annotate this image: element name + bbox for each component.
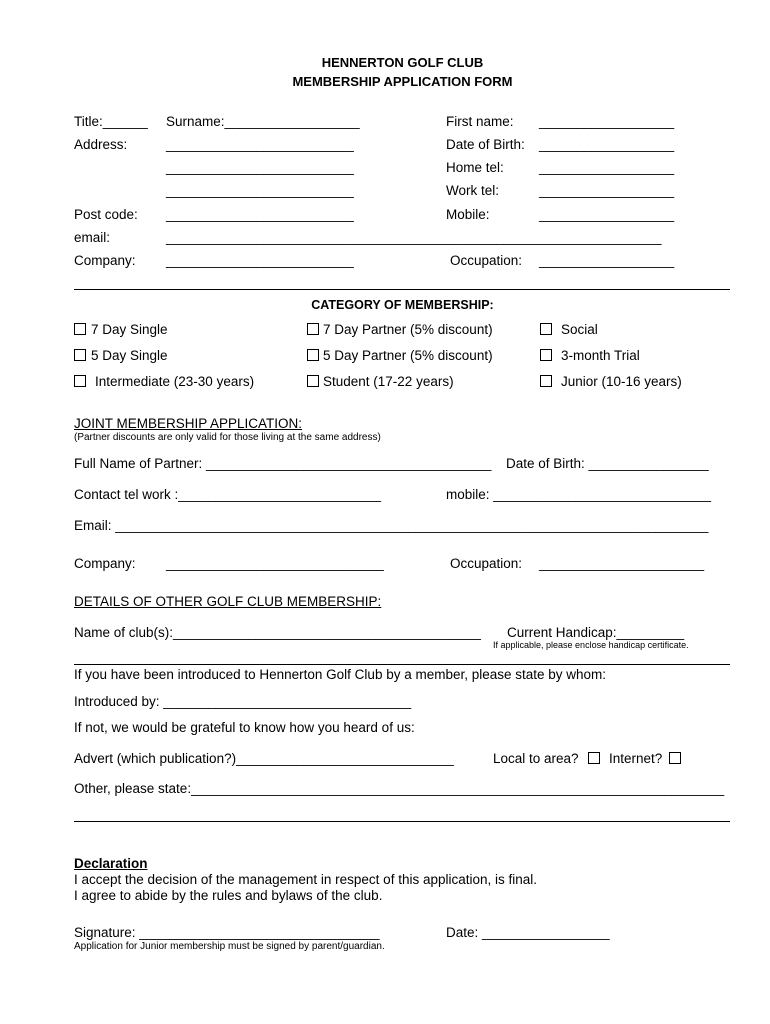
declaration-heading: Declaration bbox=[74, 856, 148, 871]
first-name-label: First name: bbox=[446, 114, 514, 129]
post-code-label: Post code: bbox=[74, 207, 138, 222]
address-label: Address: bbox=[74, 137, 128, 152]
declaration-line-2: I agree to abide by the rules and bylaws of the club. bbox=[74, 888, 383, 903]
partner-occupation-field[interactable]: ______________________ bbox=[539, 556, 705, 571]
current-handicap-field[interactable]: Current Handicap:_________ bbox=[507, 625, 685, 640]
occupation-field[interactable]: __________________ bbox=[539, 253, 675, 268]
company-label: Company: bbox=[74, 253, 136, 268]
signature-field[interactable]: Signature: ________________________________ bbox=[74, 925, 380, 940]
form-title-line2: MEMBERSHIP APPLICATION FORM bbox=[292, 74, 513, 89]
post-code-field[interactable]: _________________________ bbox=[166, 207, 354, 222]
other-source-extra-line[interactable] bbox=[74, 821, 730, 822]
email-field[interactable]: __________________________________________________________________ bbox=[166, 230, 662, 245]
partner-dob-field[interactable]: Date of Birth: ________________ bbox=[506, 456, 709, 471]
dob-label: Date of Birth: bbox=[446, 137, 525, 152]
dob-field[interactable]: __________________ bbox=[539, 137, 675, 152]
option-3-month-trial: 3-month Trial bbox=[561, 348, 640, 363]
checkbox-5-day-single[interactable] bbox=[74, 349, 86, 361]
option-5-day-partner: 5 Day Partner (5% discount) bbox=[323, 348, 493, 363]
option-5-day-single: 5 Day Single bbox=[91, 348, 168, 363]
other-source-field[interactable]: Other, please state:_______________________________________________________________________ bbox=[74, 781, 725, 796]
partner-email-field[interactable]: Email: _______________________________________________________________________________ bbox=[74, 518, 709, 533]
joint-membership-note: (Partner discounts are only valid for those living at the same address) bbox=[74, 432, 381, 443]
member-intro-text: If you have been introduced to Hennerton Golf Club by a member, please state by whom: bbox=[74, 667, 607, 682]
mobile-label: Mobile: bbox=[446, 207, 490, 222]
checkbox-internet[interactable] bbox=[669, 752, 681, 764]
checkbox-7-day-single[interactable] bbox=[74, 323, 86, 335]
partner-company-label: Company: bbox=[74, 556, 136, 571]
category-heading: CATEGORY OF MEMBERSHIP: bbox=[311, 298, 494, 312]
club-names-field[interactable]: Name of club(s):_________________________________________ bbox=[74, 625, 481, 640]
checkbox-junior[interactable] bbox=[540, 375, 552, 387]
checkbox-5-day-partner[interactable] bbox=[307, 349, 319, 361]
introduced-by-field[interactable]: Introduced by: _________________________________ bbox=[74, 694, 412, 709]
company-field[interactable]: _________________________ bbox=[166, 253, 354, 268]
option-junior: Junior (10-16 years) bbox=[561, 374, 682, 389]
title-field[interactable]: Title:______ bbox=[74, 114, 148, 129]
address-field-3[interactable]: _________________________ bbox=[166, 183, 354, 198]
option-7-day-partner: 7 Day Partner (5% discount) bbox=[323, 322, 493, 337]
checkbox-social[interactable] bbox=[540, 323, 552, 335]
address-field-1[interactable]: _________________________ bbox=[166, 137, 354, 152]
checkbox-intermediate[interactable] bbox=[74, 375, 86, 387]
home-tel-field[interactable]: __________________ bbox=[539, 160, 675, 175]
option-7-day-single: 7 Day Single bbox=[91, 322, 168, 337]
section-divider-2 bbox=[74, 664, 730, 665]
partner-mobile-field[interactable]: mobile: _____________________________ bbox=[446, 487, 712, 502]
handicap-note: If applicable, please enclose handicap certificate. bbox=[493, 640, 689, 650]
advert-publication-field[interactable]: Advert (which publication?)_____________________________ bbox=[74, 751, 454, 766]
home-tel-label: Home tel: bbox=[446, 160, 504, 175]
checkbox-3-month-trial[interactable] bbox=[540, 349, 552, 361]
partner-contact-work-field[interactable]: Contact tel work :___________________________ bbox=[74, 487, 382, 502]
joint-membership-heading: JOINT MEMBERSHIP APPLICATION: bbox=[74, 416, 303, 431]
local-to-area-label: Local to area? bbox=[493, 751, 579, 766]
first-name-field[interactable]: __________________ bbox=[539, 114, 675, 129]
surname-field[interactable]: Surname:__________________ bbox=[166, 114, 360, 129]
other-club-heading: DETAILS OF OTHER GOLF CLUB MEMBERSHIP: bbox=[74, 594, 382, 609]
section-divider bbox=[74, 289, 730, 290]
mobile-field[interactable]: __________________ bbox=[539, 207, 675, 222]
partner-full-name-field[interactable]: Full Name of Partner: ______________________________________ bbox=[74, 456, 492, 471]
work-tel-label: Work tel: bbox=[446, 183, 500, 198]
work-tel-field[interactable]: __________________ bbox=[539, 183, 675, 198]
option-intermediate: Intermediate (23-30 years) bbox=[95, 374, 255, 389]
option-social: Social bbox=[561, 322, 598, 337]
junior-signature-note: Application for Junior membership must be signed by parent/guardian. bbox=[74, 941, 385, 952]
option-student: Student (17-22 years) bbox=[323, 374, 454, 389]
form-title-line1: HENNERTON GOLF CLUB bbox=[321, 55, 484, 70]
partner-company-field[interactable]: _____________________________ bbox=[166, 556, 384, 571]
checkbox-7-day-partner[interactable] bbox=[307, 323, 319, 335]
checkbox-student[interactable] bbox=[307, 375, 319, 387]
partner-occupation-label: Occupation: bbox=[450, 556, 523, 571]
declaration-line-1: I accept the decision of the management in respect of this application, is final. bbox=[74, 872, 538, 887]
checkbox-local-to-area[interactable] bbox=[588, 752, 600, 764]
declaration-date-field[interactable]: Date: _________________ bbox=[446, 925, 610, 940]
email-label: email: bbox=[74, 230, 111, 245]
internet-label: Internet? bbox=[609, 751, 663, 766]
heard-of-us-text: If not, we would be grateful to know how you heard of us: bbox=[74, 720, 415, 735]
occupation-label: Occupation: bbox=[450, 253, 523, 268]
address-field-2[interactable]: _________________________ bbox=[166, 160, 354, 175]
